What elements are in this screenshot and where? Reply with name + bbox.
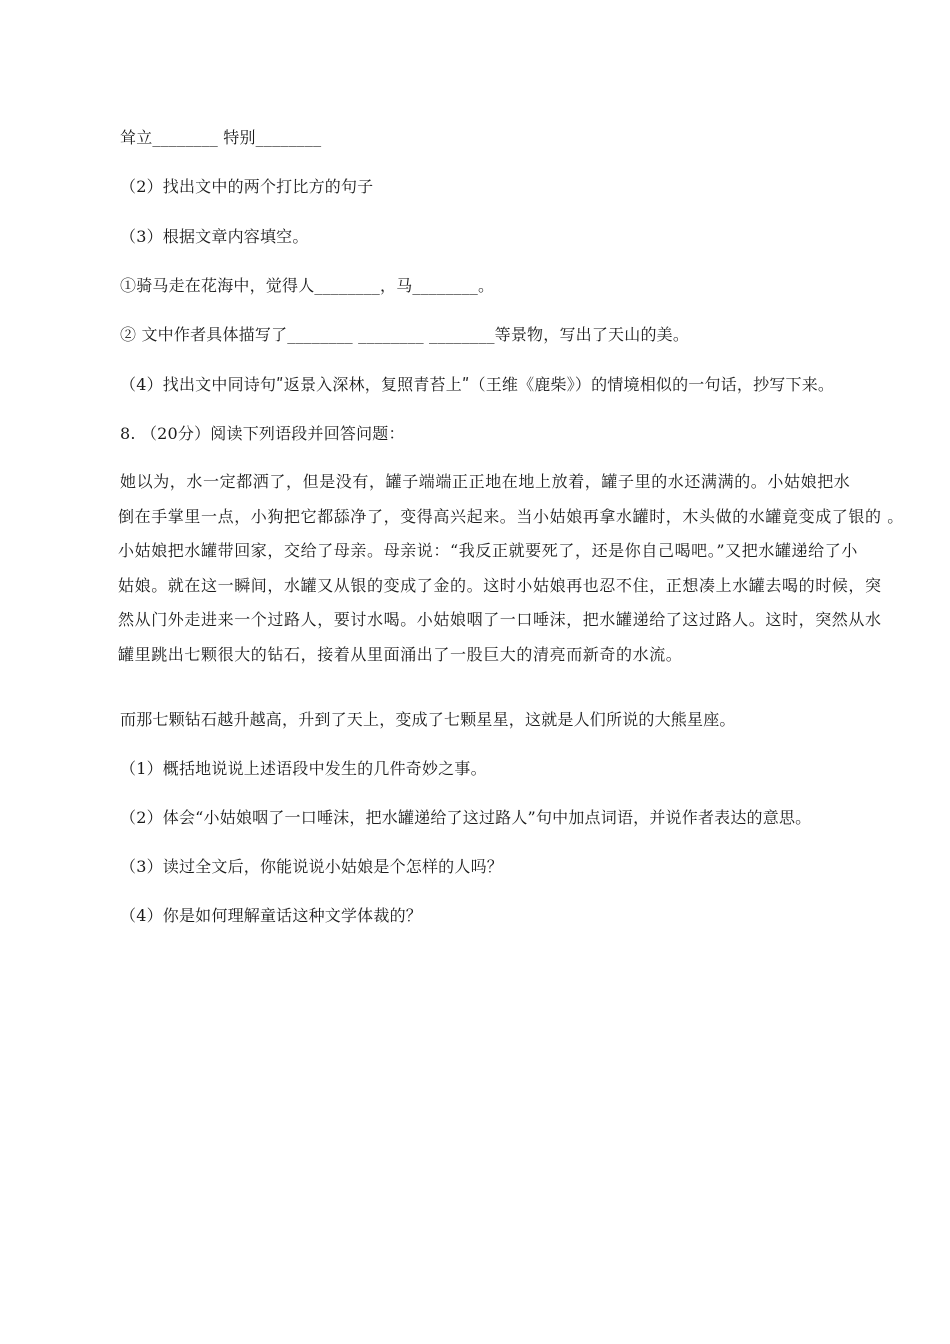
passage-line: 小姑娘把水罐带回家，交给了母亲。母亲说：“我反正就要死了，还是你自己喝吧。”又把水罐递给了小 (118, 541, 858, 560)
passage-line: 她以为，水一定都洒了，但是没有，罐子端端正正地在地上放着，罐子里的水还满满的。小姑娘把水 (120, 472, 851, 491)
question-7-2: （2）找出文中的两个打比方的句子 (120, 177, 374, 196)
question-8-3: （3）读过全文后，你能说说小姑娘是个怎样的人吗？ (120, 857, 503, 876)
question-8-heading: 8. （20分）阅读下列语段并回答问题： (120, 424, 405, 443)
passage-line: 然从门外走进来一个过路人，要讨水喝。小姑娘咽了一口唾沫，把水罐递给了这过路人。这时，突然从水 (118, 610, 882, 629)
passage-paragraph-2: 而那七颗钻石越升越高，升到了天上，变成了七颗星星，这就是人们所说的大熊星座。 (120, 710, 736, 729)
passage-line: 倒在手掌里一点，小狗把它都舔净了，变得高兴起来。当小姑娘再拿水罐时，木头做的水罐竟变成了银的 。 (118, 506, 904, 526)
blank-fill-line: 耸立________ 特别________ (120, 128, 322, 147)
question-7-3: （3）根据文章内容填空。 (120, 227, 309, 246)
question-7-3-item-1: ①骑马走在花海中，觉得人________，马________。 (120, 276, 495, 295)
question-8-1: （1）概括地说说上述语段中发生的几件奇妙之事。 (120, 759, 487, 778)
question-8-2: （2）体会“小姑娘咽了一口唾沫，把水罐递给了这过路人”句中加点词语，并说作者表达的意思。 (120, 808, 812, 827)
passage-line: 姑娘。就在这一瞬间，水罐又从银的变成了金的。这时小姑娘再也忍不住，正想凑上水罐去喝的时候，突 (118, 575, 882, 595)
question-7-3-item-2: ② 文中作者具体描写了________ ________ ________等景物，写出了天山的美。 (120, 325, 690, 344)
passage-line: 罐里跳出七颗很大的钻石，接着从里面涌出了一股巨大的清亮而新奇的水流。 (118, 644, 683, 664)
question-7-4: （4）找出文中同诗句ʺ返景入深林，复照青苔上ʺ（王维《鹿柴》）的情境相似的一句话，抄写下来。 (120, 375, 835, 394)
question-8-4: （4）你是如何理解童话这种文学体裁的？ (120, 906, 422, 925)
reading-passage (118, 465, 904, 672)
